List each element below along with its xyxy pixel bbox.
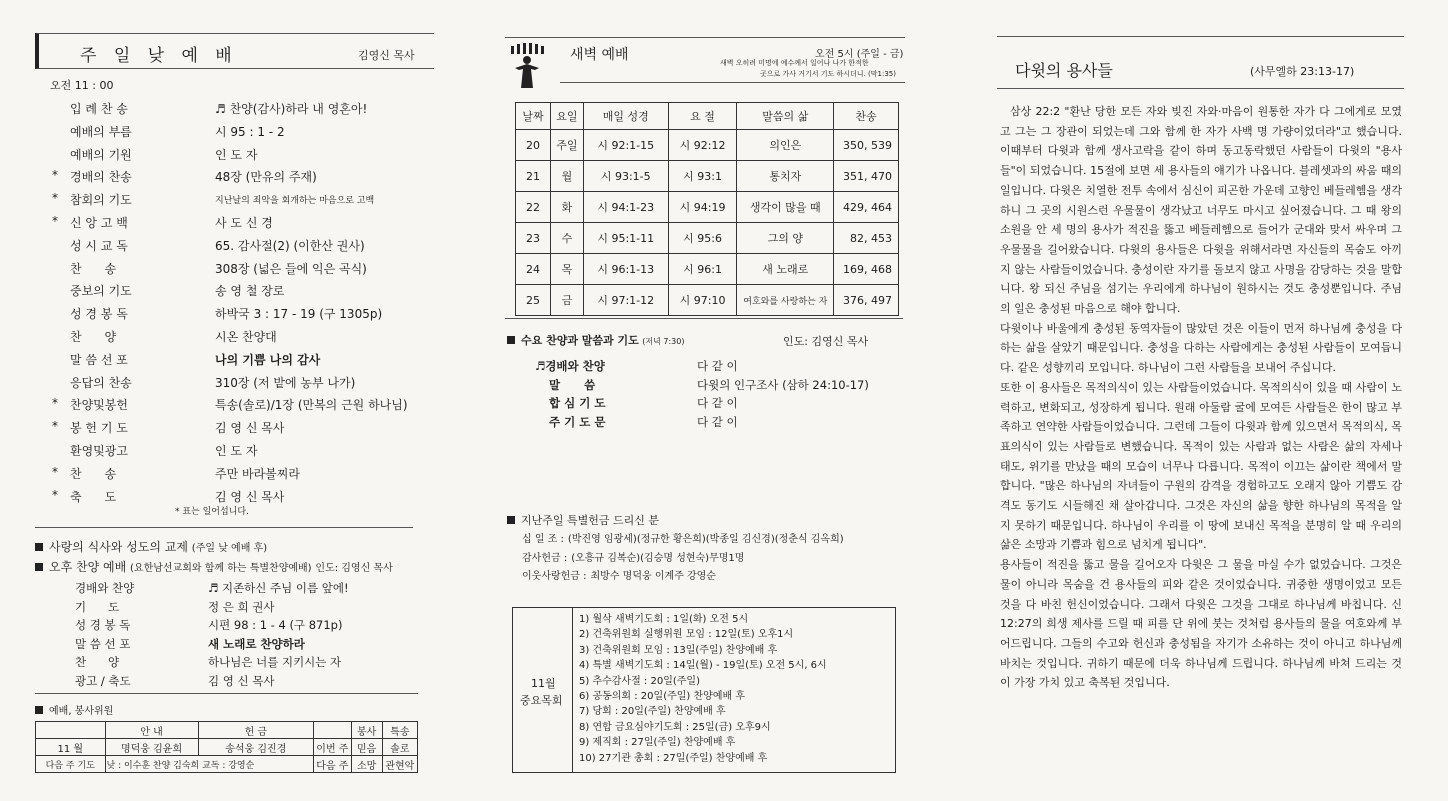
order-value: 48장 (만유의 주재) [215,170,317,185]
worship-order-row [52,464,418,485]
table-row [36,722,418,739]
schedule-item: 9) 제직회 : 27일(주일) 찬양예배 후 [579,737,736,749]
schedule-list [579,612,827,766]
order-label: 입 례 찬 송 [70,102,128,116]
table-cell [314,722,352,739]
order-value: 김 영 신 목사 [208,673,275,688]
order-label: 봉 헌 기 도 [70,421,128,436]
order-value: 시온 찬양대 [215,330,277,344]
table-cell: 새 노래로 [737,254,834,285]
order-value: 주만 바라볼찌라 [215,466,300,481]
divider [505,318,903,319]
table-cell: 시 93:1-5 [583,161,668,192]
table-cell: 명덕웅 김윤희 [105,739,198,756]
table-row [516,223,899,254]
table-header-row [516,103,899,130]
schedule-item: 10) 27기관 총회 : 27일(주일) 찬양예배 후 [579,752,768,764]
schedule-item: 4) 특별 새벽기도회 : 14일(월) - 19일(토) 오전 5시, 6시 [579,660,827,672]
table-cell: 안 내 [105,722,198,739]
order-label: 응답의 찬송 [70,375,132,390]
afternoon-leader: 인도: 김영신 목사 [315,563,393,574]
dawn-verse-2: 곳으로 가사 거기서 기도 하시더니. (막1:35) [760,70,896,78]
table-cell: 21 [516,161,551,192]
table-header-cell: 찬송 [834,103,899,130]
fellowship-line [35,538,267,555]
order-value: 308장 (넓은 들에 익은 곡식) [215,261,367,276]
table-cell: 특송 [382,722,417,739]
essay-body: 삼상 22:2 "환난 당한 모든 자와 빚진 자와·마음이 원통한 자가 다 그에게로 모였고 그는 그 장관이 되었는데 그와 함께 한 자가 사백 명 가량이었더라"고 했습니다. 이때부터 다윗과 함께 생사고락을 같이 하며 동고동락했던 사람들이 다윗의 "용사들"이 되었습니다. 15절에 보면 세 용사들의 얘기가 나옵니다. 블레셋과의 싸움 때의 일입니다. 다윗은 치열한 전투 속에서 심신이 피곤한 가운데 고향인 베들레헴을 생각하니 그 곳의 시원스런 우물물이 생각났고 너무도 마시고 싶어졌습니다. 그 때 왕의 소원을 안 세 명의 용사가 적진을 뚫고 베들레헴으로 들어가 군대와 맞서 싸우며 그 우물물을 길어왔습니다. 다윗의 용사들은 다윗을 위해서라면 자신들의 목숨도 아끼지 않는 사람들이었습니다. 충성이란 자기를 돌보지 않고 사명을 감당하는 것을 말합니다. 왕 되신 주님을 섬기는 우리에게 하나님이 원하시는 것도 충성뿐입니다. 주님의 일은 충성된 마음으로 해야 합니다. 다윗이나 바울에게 충성된 동역자들이 많았던 것은 이들이 먼저 하나님께 충성을 다하는 삶을 살았기 때문입니다. 충성을 다하는 사람에게는 충성된 사람들이 모여듭니다. 같은 성향끼리 모입니다. 하나님이 그런 사람들을 보내어 주십니다. 또한 이 용사들은 목적의식이 있는 사람들이었습니다. 목적의식이 있을 때 사람이 노력하고, 변화되고, 성장하게 됩니다. 원래 아둘람 굴에 모여든 사람들은 한이 많고 부족하고 연약한 사람들이었습니다. 그런데 그들이 다윗과 함께 있으면서 목적의식, 목표의식이 있는 사람들로 변했습니다. 목적이 있는 사람과 없는 사람은 삶의 자세나 태도, 위기를 만났을 때의 모습이 너무나 다릅니다. 목적이 이끄는 삶이란 책에서 말합니다. "많은 하나님의 자녀들이 구원의 감격을 경험하고도 오래지 않아 기쁨도 감격도 동기도 시들해진 채 살아갑니다. 그것은 자신의 삶을 향한 하나님의 목적을 알지 못하기 때문입니다. 하나님이 우리를 이 땅에 보내신 목적을 분명히 알 때 우리의 삶은 소망과 기쁨과 힘으로 넘치게 됩니다". 용사들이 적진을 뚫고 물을 길어오자 다윗은 그 물을 마실 수가 없었습니다. 그것은 물이 아니라 목숨을 건 용사들의 피와 같은 것이었습니다. 귀중한 생명이었고 모든 것을 다 바친 헌신이었습니다. 그래서 다윗은 그것을 그대로 하나님께 바칩니다. 신12:27의 희생 제사를 드릴 때 피를 단 위에 붓는 것처럼 용사들의 물을 여호와께 부어드립니다. 그들의 수고와 헌신과 충성됨을 자기가 소유하는 것이 아니고 하나님께 바치는 것입니다. 귀하기 때문에 더욱 하나님께 드립니다. 하나님께 바쳐 드리는 것이 가장 가치 있고 축복된 것입니다. [1000,105,1402,690]
worship-order-row [58,328,418,348]
divider [997,88,1404,89]
table-cell: 관현악 [382,756,417,773]
dawn-verse-1: 새벽 오히려 미명에 예수께서 일어나 나가 한적한 [720,59,869,67]
order-value: 인 도 자 [215,444,258,458]
order-label: 찬 양 [70,330,117,344]
order-label: 환영및광고 [70,444,128,458]
standing-mark: * [52,487,58,502]
sunday-pastor: 김영신 목사 [358,49,415,62]
worship-order-row [58,351,418,371]
order-label: 경배와 찬양 [75,581,135,595]
worship-order-row [75,617,415,635]
order-label: 축 도 [70,489,117,504]
servants-table [35,721,418,773]
worship-order-row [58,100,418,120]
afternoon-title: 오후 찬양 예배 [49,560,127,574]
order-value: 하박국 3 : 17 - 19 (구 1305p) [215,307,383,322]
worship-order-row [58,374,418,394]
schedule-item: 2) 건축위원회 실행위원 모임 : 12일(토) 오후1시 [579,629,794,641]
wednesday-note: (저녁 7:30) [642,337,685,346]
worship-order-row [58,146,418,166]
dawn-title: 새벽 예배 [570,47,629,63]
wednesday-heading [507,332,684,348]
worship-order-row [75,580,415,598]
order-value: ♬ 지존하신 주님 이름 앞에! [208,581,349,595]
divider [35,527,413,528]
table-cell: 믿음 [351,739,382,756]
dawn-time: 오전 5시 (주일 - 금) [815,49,904,60]
sunday-footnote: * 표는 일어섭니다. [175,507,249,517]
order-value: 사 도 신 경 [215,216,273,230]
order-value: 다 같 이 [697,396,738,411]
praying-figure-icon [507,42,547,92]
order-value: 다 같 이 [697,359,738,373]
table-row [516,192,899,223]
order-label: 말 씀 선 포 [70,352,128,367]
divider [560,82,905,83]
table-cell: 생각이 많을 때 [737,192,834,223]
table-cell: 23 [516,223,551,254]
table-cell: 20 [516,130,551,161]
afternoon-note: (요한남선교회와 함께 하는 특별찬양예배) [130,563,312,574]
schedule-label: 중요목회 [520,694,563,707]
offering-value: (오흥규 김복순)(김승명 성현숙)무명1명 [571,552,745,564]
square-bullet-icon [507,516,515,524]
order-value: 새 노래로 찬양하라 [208,636,305,651]
order-value: 다 같 이 [697,415,738,430]
table-cell: 월 [550,161,583,192]
table-cell: 봉사 [351,722,382,739]
divider [997,36,1404,37]
order-label: 찬 송 [70,466,117,481]
order-value: 김 영 신 목사 [215,421,285,436]
table-cell: 낮 : 이수훈 찬양 김숙희 교독 : 강영순 [105,756,314,773]
offering-value: 최방수 명덕웅 이계주 강영순 [590,571,716,583]
square-bullet-icon [35,543,43,551]
order-value: 인 도 자 [215,147,258,162]
table-cell: 의인은 [737,130,834,161]
table-row [516,130,899,161]
table-cell: 금 [550,285,583,316]
offering-label: 이웃사랑헌금 : [522,571,587,583]
schedule-label-cell [513,608,573,772]
worship-order-row [58,237,418,257]
table-cell: 24 [516,254,551,285]
table-cell: 11 월 [36,739,106,756]
order-label: 말 씀 선 포 [75,636,131,651]
order-value: 김 영 신 목사 [215,489,285,504]
table-cell: 이번 주 [314,739,352,756]
order-label: ♬경배와 찬양 [535,359,605,373]
offering-label: 십 일 조 : [522,534,564,545]
standing-mark: * [52,396,58,411]
offering-row [522,549,902,567]
table-cell: 350, 539 [834,130,899,161]
schedule-item: 8) 연합 금요심야기도회 : 25일(금) 오후9시 [579,721,771,733]
order-label: 주 기 도 문 [549,415,606,430]
worship-order-row [52,419,418,439]
worship-order-row [75,673,415,691]
servants-title: 예배, 봉사위원 [49,706,114,717]
offering-title: 지난주일 특별헌금 드리신 분 [521,514,660,527]
worship-order-row [52,396,418,416]
order-value: ♬ 찬양(감사)하라 내 영혼아! [215,102,368,116]
table-cell: 429, 464 [834,192,899,223]
worship-order-row [535,414,895,432]
table-cell: 수 [550,223,583,254]
order-value: 65. 감사절(2) (이한산 권사) [215,238,365,253]
table-cell: 헌 금 [198,722,314,739]
table-header-cell: 요일 [550,103,583,130]
square-bullet-icon [507,336,515,344]
table-cell: 다음 주 기도 [36,756,106,773]
worship-order-row [535,395,895,413]
order-label: 말 씀 [549,377,596,392]
order-value: 하나님은 너를 지키시는 자 [208,655,342,669]
table-cell: 통치자 [737,161,834,192]
table-cell: 82, 453 [834,223,899,254]
table-row [516,254,899,285]
worship-order-row [52,191,418,211]
table-cell: 시 92:1-15 [583,130,668,161]
worship-order-row [52,168,418,188]
table-cell: 소망 [351,756,382,773]
order-label: 기 도 [75,599,120,614]
order-label: 성 시 교 독 [70,238,128,253]
order-label: 찬 송 [70,261,117,276]
standing-mark: * [52,168,58,183]
table-cell: 25 [516,285,551,316]
offering-row [522,530,902,548]
worship-order-row [535,377,895,395]
table-cell: 송석웅 김진경 [198,739,314,756]
worship-order-row [75,636,415,654]
order-label: 광고 / 축도 [75,673,131,688]
wednesday-title: 수요 찬양과 말씀과 기도 [521,334,639,347]
sunday-time: 오전 11 : 00 [50,79,114,92]
order-label: 찬양및봉헌 [70,398,128,413]
order-value: 나의 기쁨 나의 감사 [215,352,321,367]
standing-mark: * [52,214,58,228]
table-row [516,285,899,316]
worship-order-row [58,282,418,302]
order-value: 지난날의 죄악을 회개하는 마음으로 고백 [215,196,375,207]
worship-order-row [75,599,415,617]
offering-row [522,567,902,585]
worship-order-row [75,654,415,672]
table-header-cell: 말씀의 삶 [737,103,834,130]
worship-order-row [58,260,418,280]
schedule-month: 11월 [531,677,556,690]
schedule-item: 5) 추수감사절 : 20일(주일) [579,675,700,687]
order-label: 예배의 부름 [70,124,132,139]
table-cell: 169, 468 [834,254,899,285]
worship-order-row [58,305,418,325]
table-cell: 시 95:6 [668,223,737,254]
standing-mark: * [52,419,58,434]
table-cell: 시 94:19 [668,192,737,223]
schedule-item: 6) 공동의회 : 20일(주일) 찬양예배 후 [579,691,745,703]
table-row [36,756,418,773]
order-value: 시편 98 : 1 - 4 (구 871p) [208,618,343,632]
schedule-item: 3) 건축위원회 모임 : 13일(주일) 찬양예배 후 [579,644,778,656]
schedule-item: 7) 당회 : 20일(주일) 찬양예배 후 [579,706,726,718]
table-cell: 솔로 [382,739,417,756]
offering-label: 감사헌금 : [522,552,568,564]
standing-mark: * [52,464,58,479]
square-bullet-icon [35,706,43,714]
table-cell: 시 97:1-12 [583,285,668,316]
table-cell: 목 [550,254,583,285]
table-cell: 시 93:1 [668,161,737,192]
servants-heading [35,702,113,717]
order-label: 참회의 기도 [70,193,132,208]
square-bullet-icon [35,563,43,571]
table-cell: 376, 497 [834,285,899,316]
worship-order-row [58,442,418,462]
order-label: 성 경 봉 독 [70,307,128,322]
essay-reference: (사무엘하 23:13-17) [1250,65,1355,78]
essay-title: 다윗의 용사들 [1015,61,1113,80]
table-row [516,161,899,192]
divider [505,37,905,38]
table-cell: 시 97:10 [668,285,737,316]
worship-order-row [52,214,418,234]
schedule-item: 1) 월삭 새벽기도회 : 1일(화) 오전 5시 [579,614,749,625]
order-value: 정 은 희 권사 [208,599,275,614]
table-cell: 22 [516,192,551,223]
table-cell [36,722,106,739]
fellowship-title: 사랑의 식사와 성도의 교제 [49,540,188,554]
table-cell: 시 94:1-23 [583,192,668,223]
order-label: 중보의 기도 [70,284,132,299]
table-cell: 여호와를 사랑하는 자 [737,285,834,316]
schedule-box [512,607,896,773]
table-cell: 351, 470 [834,161,899,192]
order-label: 성 경 봉 독 [75,618,131,632]
dawn-reading-table [515,102,899,316]
standing-mark: * [52,191,58,206]
table-row [36,739,418,756]
table-cell: 주일 [550,130,583,161]
table-cell: 그의 양 [737,223,834,254]
order-label: 찬 양 [75,655,120,669]
table-cell: 화 [550,192,583,223]
worship-order-row [58,123,418,143]
worship-order-row [535,358,895,376]
order-label: 예배의 기원 [70,147,132,162]
table-header-cell: 날짜 [516,103,551,130]
divider [35,693,418,694]
order-label: 합 심 기 도 [549,396,606,411]
order-label: 경배의 찬송 [70,170,132,185]
order-label: 신 앙 고 백 [70,216,128,230]
sunday-title: 주 일 낮 예 배 [80,46,238,66]
order-value: 특송(솔로)/1장 (만복의 근원 하나님) [215,398,408,413]
offering-heading [507,512,659,528]
table-header-cell: 매일 성경 [583,103,668,130]
offering-value: (박진영 임광세)(정규한 황은희)(박종일 김신경)(정춘식 김옥희) [567,534,844,545]
order-value: 시 95 : 1 - 2 [215,124,285,139]
table-cell: 시 96:1 [668,254,737,285]
table-header-cell: 요 절 [668,103,737,130]
wednesday-leader: 인도: 김영신 목사 [783,335,869,348]
table-cell: 다음 주 [314,756,352,773]
order-value: 송 영 철 장로 [215,284,285,299]
table-cell: 시 92:12 [668,130,737,161]
order-value: 다윗의 인구조사 (삼하 24:10-17) [697,377,869,392]
fellowship-note: (주일 낮 예배 후) [191,543,268,554]
order-value: 310장 (저 밭에 농부 나가) [215,375,356,390]
table-cell: 시 96:1-13 [583,254,668,285]
table-cell: 시 95:1-11 [583,223,668,254]
afternoon-line [35,558,393,575]
